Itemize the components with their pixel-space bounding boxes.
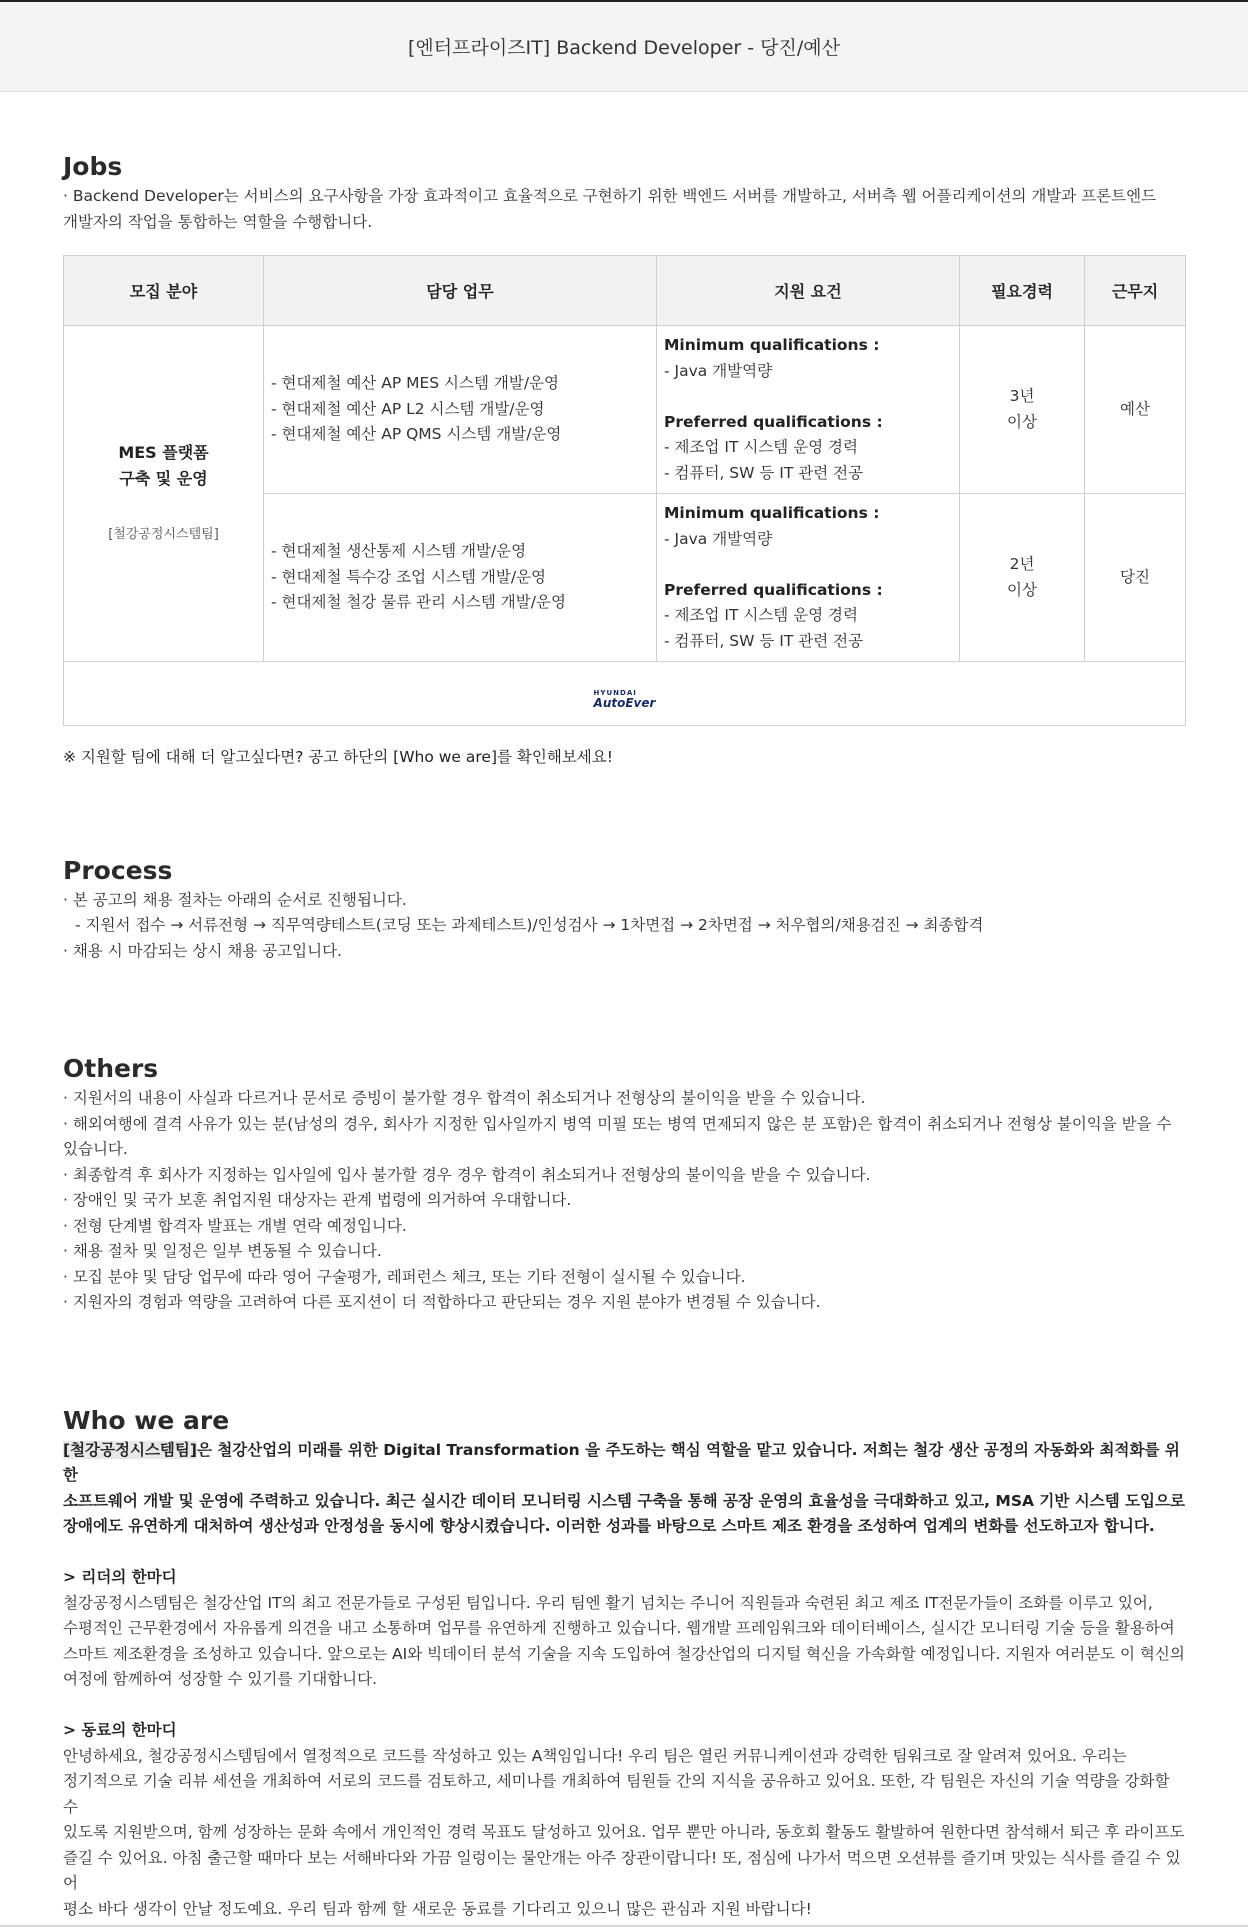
min-qual-item: - Java 개발역량: [664, 529, 773, 548]
others-title: Others: [63, 1054, 159, 1083]
jobs-table: [63, 255, 1186, 726]
field-cell: [64, 326, 264, 662]
experience-years: 2년: [1009, 555, 1035, 573]
location-cell: 예산: [1085, 326, 1186, 494]
others-text: [63, 1086, 1185, 1316]
page-header: [0, 0, 1248, 92]
peer-comment-heading: > 동료의 한마디: [63, 1721, 177, 1739]
header-cell-field: 모집 분야: [64, 256, 264, 326]
duties-cell: [264, 326, 657, 494]
duties-cell: [264, 494, 657, 662]
process-text: [63, 888, 1185, 965]
min-qual-item: - Java 개발역량: [664, 361, 773, 380]
header-cell-requirements: 지원 요건: [657, 256, 960, 326]
header-cell-experience: 필요경력: [960, 256, 1085, 326]
others-line: · 모집 분야 및 담당 업무에 따라 영어 구술평가, 레퍼런스 체크, 또는 기타 전형이 실시될 수 있습니다.: [63, 1267, 746, 1286]
leader-comment-heading: > 리더의 한마디: [63, 1568, 177, 1586]
peer-comment: [63, 1744, 1185, 1923]
process-line: · 채용 시 마감되는 상시 채용 공고입니다.: [63, 941, 342, 960]
team-intro: [63, 1438, 1185, 1540]
jobs-description: [63, 184, 1185, 235]
min-qual-heading: Minimum qualifications :: [664, 504, 880, 522]
team-intro-line: 장애에도 유연하게 대처하여 생산성과 안정성을 동시에 향상시켰습니다. 이러한 성과를 바탕으로 스마트 제조 환경을 조성하여 업계의 변화를 선도하고자 합니다.: [63, 1517, 1155, 1535]
header-cell-location: 근무지: [1085, 256, 1186, 326]
jobs-section: [63, 150, 1185, 771]
leader-comment-line: 수평적인 근무환경에서 자유롭게 의견을 내고 소통하며 업무를 유연하게 진행하고 있습니다. 웹개발 프레임워크와 데이터베이스, 실시간 모니터링 기술 등을 활용하여: [63, 1619, 1175, 1637]
experience-suffix: 이상: [1007, 580, 1037, 599]
others-line: · 지원자의 경험과 역량을 고려하여 다른 포지션이 더 적합하다고 판단되는 경우 지원 분야가 변경될 수 있습니다.: [63, 1293, 821, 1311]
leader-comment-line: 스마트 제조환경을 조성하고 있습니다. 앞으로는 AI와 빅데이터 분석 기술을 지속 도입하여 철강산업의 디지털 혁신을 가속화할 예정입니다. 지원자 여러분도 이 혁신의: [63, 1644, 1185, 1663]
others-line: · 지원서의 내용이 사실과 다르거나 문서로 증빙이 불가할 경우 합격이 취소되거나 전형상의 불이익을 받을 수 있습니다.: [63, 1089, 866, 1107]
team-name-highlight: [철강공정시스템팀]: [63, 1440, 197, 1459]
jobs-table-header-row: [64, 256, 1186, 326]
pref-qual-item: - 컴퓨터, SW 등 IT 관련 전공: [664, 463, 864, 482]
duty-item: - 현대제철 특수강 조업 시스템 개발/운영: [271, 567, 547, 586]
hyundai-autoever-logo: [594, 690, 656, 709]
peer-comment-line: 평소 바다 생각이 안날 정도예요. 우리 팀과 함께 할 새로운 동료를 기다리고 있으니 많은 관심과 지원 바랍니다!: [63, 1899, 812, 1918]
team-info-note: ※ 지원할 팀에 대해 더 알고싶다면? 공고 하단의 [Who we are]를 확인해보세요!: [63, 748, 613, 766]
pref-qual-heading: Preferred qualifications :: [664, 580, 883, 599]
logo-main-text: AutoEver: [593, 696, 656, 710]
others-line: · 장애인 및 국가 보훈 취업지원 대상자는 관계 법령에 의거하여 우대합니다.: [63, 1191, 572, 1209]
table-row: [64, 326, 1186, 494]
field-team: [철강공정시스템팀]: [108, 526, 219, 542]
duty-item: - 현대제철 철강 물류 관리 시스템 개발/운영: [271, 593, 566, 612]
peer-comment-line: 안녕하세요, 철강공정시스템팀에서 열정적으로 코드를 작성하고 있는 A책임입니다! 우리 팀은 열린 커뮤니케이션과 강력한 팀워크로 잘 알려져 있어요. 우리는: [63, 1746, 1127, 1765]
others-line: · 최종합격 후 회사가 지정하는 입사일에 입사 불가할 경우 경우 합격이 취소되거나 전형상의 불이익을 받을 수 있습니다.: [63, 1165, 871, 1184]
who-we-are-section: [63, 1404, 1185, 1923]
peer-comment-line: 정기적으로 기술 리뷰 세션을 개최하여 서로의 코드를 검토하고, 세미나를 개최하여 팀원들 간의 지식을 공유하고 있어요. 또한, 각 팀원은 자신의 기술 역량을 강화할 수: [63, 1772, 1170, 1816]
experience-years: 3년: [1009, 387, 1035, 405]
field-name: MES 플랫폼: [118, 442, 209, 462]
duty-item: - 현대제철 예산 AP QMS 시스템 개발/운영: [271, 425, 562, 444]
process-title: Process: [63, 855, 173, 885]
team-intro-line: 소프트웨어 개발 및 운영에 주력하고 있습니다. 최근 실시간 데이터 모니터링 시스템 구축을 통해 공장 운영의 효율성을 극대화하고 있고, MSA 기반 시스템 도입으로: [63, 1491, 1185, 1510]
experience-suffix: 이상: [1007, 412, 1037, 431]
min-qual-heading: Minimum qualifications :: [664, 336, 880, 354]
team-intro-text: 은 철강산업의 미래를 위한 Digital Transformation 을 주도하는 핵심 역할을 맡고 있습니다. 저희는 철강 생산 공정의 자동화와 최적화를 위한: [63, 1440, 1180, 1484]
duty-item: - 현대제철 생산통제 시스템 개발/운영: [271, 542, 527, 561]
pref-qual-item: - 제조업 IT 시스템 운영 경력: [664, 438, 858, 456]
requirements-cell: [657, 326, 960, 494]
field-name: 구축 및 운영: [119, 468, 208, 488]
page-title: [엔터프라이즈IT] Backend Developer - 당진/예산: [408, 37, 840, 59]
jobs-desc-line: 개발자의 작업을 통합하는 역할을 수행합니다.: [63, 212, 373, 231]
who-we-are-title: Who we are: [63, 1405, 230, 1435]
process-steps: - 지원서 접수 → 서류전형 → 직무역량테스트(코딩 또는 과제테스트)/인성검사 → 1차면접 → 2차면접 → 처우협의/채용검진 → 최종합격: [75, 916, 984, 934]
logo-top-text: HYUNDAI: [593, 689, 637, 697]
header-cell-duties: 담당 업무: [264, 256, 657, 326]
duty-item: - 현대제철 예산 AP L2 시스템 개발/운영: [271, 399, 545, 418]
others-line: · 해외여행에 결격 사유가 있는 분(남성의 경우, 회사가 지정한 입사일까지 병역 미필 또는 병역 면제되지 않은 분 포함)은 합격이 취소되거나 전형상 불이익을 받을 수: [63, 1114, 1172, 1133]
logo-cell: [64, 662, 1186, 726]
peer-comment-line: 즐길 수 있어요. 아침 출근할 때마다 보는 서해바다와 가끔 일렁이는 물안개는 아주 장관이랍니다! 또, 점심에 나가서 먹으면 오션뷰를 즐기며 맛있는 식사를 즐길 수 있어: [63, 1848, 1181, 1892]
pref-qual-item: - 제조업 IT 시스템 운영 경력: [664, 606, 858, 624]
others-line: 있습니다.: [63, 1140, 128, 1158]
experience-cell: [960, 326, 1085, 494]
process-section: [63, 854, 1185, 965]
pref-qual-item: - 컴퓨터, SW 등 IT 관련 전공: [664, 631, 864, 650]
duty-item: - 현대제철 예산 AP MES 시스템 개발/운영: [271, 374, 559, 393]
others-section: [63, 1052, 1185, 1316]
experience-cell: [960, 494, 1085, 662]
leader-comment-line: 여정에 함께하여 성장할 수 있기를 기대합니다.: [63, 1670, 378, 1688]
requirements-cell: [657, 494, 960, 662]
leader-comment: [63, 1591, 1185, 1693]
posting-content: [63, 150, 1185, 1922]
peer-comment-line: 있도록 지원받으며, 함께 성장하는 문화 속에서 개인적인 경력 목표도 달성하고 있어요. 업무 뿐만 아니라, 동호회 활동도 활발하여 원한다면 참석해서 퇴근 후 라이프도: [63, 1823, 1185, 1841]
jobs-desc-line: · Backend Developer는 서비스의 요구사항을 가장 효과적이고 효율적으로 구현하기 위한 백엔드 서버를 개발하고, 서버측 웹 어플리케이션의 개발과 프론트엔드: [63, 187, 1157, 205]
logo-row: [64, 662, 1186, 726]
leader-comment-line: 철강공정시스템팀은 철강산업 IT의 최고 전문가들로 구성된 팀입니다. 우리 팀엔 활기 넘치는 주니어 직원들과 숙련된 최고 제조 IT전문가들이 조화를 이루고 있어,: [63, 1593, 1153, 1612]
pref-qual-heading: Preferred qualifications :: [664, 412, 883, 431]
others-line: · 채용 절차 및 일정은 일부 변동될 수 있습니다.: [63, 1242, 382, 1260]
process-line: · 본 공고의 채용 절차는 아래의 순서로 진행됩니다.: [63, 890, 407, 909]
others-line: · 전형 단계별 합격자 발표는 개별 연락 예정입니다.: [63, 1216, 407, 1235]
location-cell: 당진: [1085, 494, 1186, 662]
jobs-title: Jobs: [63, 152, 123, 181]
